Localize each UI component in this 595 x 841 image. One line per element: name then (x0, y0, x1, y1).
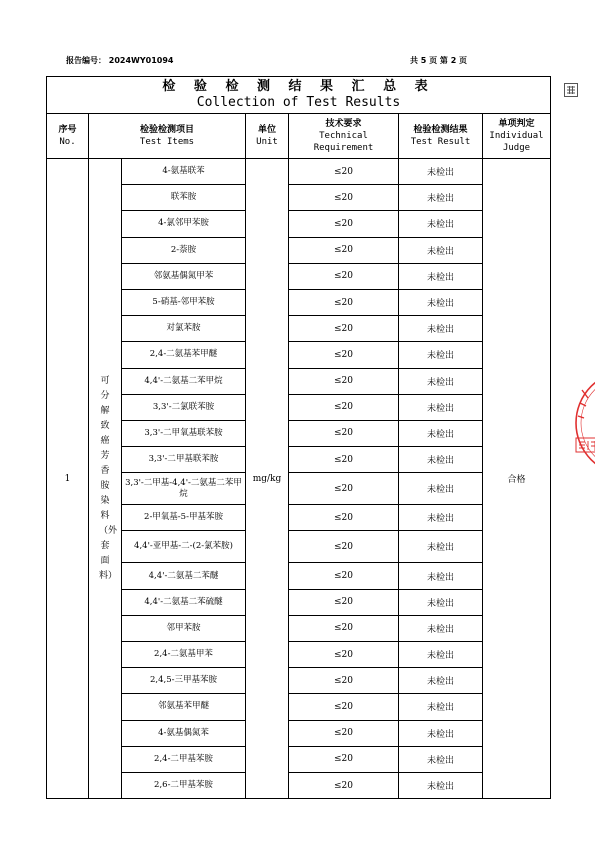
requirement-value: ≤20 (289, 531, 399, 563)
table-row (47, 237, 551, 263)
requirement-value: ≤20 (289, 159, 399, 185)
col-header-judge (483, 114, 551, 159)
table-title (47, 77, 551, 114)
col-unit-en: Unit (256, 137, 278, 147)
table-row (47, 746, 551, 772)
result-value: 未检出 (399, 289, 483, 315)
col-req-en: Technical Requirement (313, 131, 374, 153)
result-value: 未检出 (399, 720, 483, 746)
result-value: 未检出 (399, 159, 483, 185)
result-value: 未检出 (399, 211, 483, 237)
test-item: 3,3'-二甲氧基联苯胺 (122, 420, 246, 446)
col-judge-en: Individual Judge (489, 131, 544, 153)
requirement-value: ≤20 (289, 746, 399, 772)
table-row (47, 316, 551, 342)
inspection-seal (570, 368, 595, 478)
table-row (47, 394, 551, 420)
judge-cell: 合格 (483, 159, 551, 799)
table-row (47, 289, 551, 315)
requirement-value: ≤20 (289, 394, 399, 420)
test-item: 邻氨基苯甲醚 (122, 694, 246, 720)
requirement-value: ≤20 (289, 237, 399, 263)
test-item: 4,4'-二氨基二苯醚 (122, 563, 246, 589)
requirement-value: ≤20 (289, 668, 399, 694)
table-row (47, 720, 551, 746)
result-value: 未检出 (399, 342, 483, 368)
page-info: 共 5 页 第 2 页 (410, 56, 468, 65)
result-value: 未检出 (399, 746, 483, 772)
col-unit-zh: 单位 (257, 125, 276, 135)
requirement-value: ≤20 (289, 368, 399, 394)
col-judge-zh: 单项判定 (498, 119, 535, 129)
table-row (47, 447, 551, 473)
col-result-zh: 检验检测结果 (413, 125, 468, 135)
requirement-value: ≤20 (289, 211, 399, 237)
requirement-value: ≤20 (289, 342, 399, 368)
result-value: 未检出 (399, 505, 483, 531)
table-row (47, 563, 551, 589)
test-item: 3,3'-二甲基-4,4'-二氨基二苯甲烷 (122, 473, 246, 505)
table-row (47, 159, 551, 185)
requirement-value: ≤20 (289, 185, 399, 211)
test-item: 联苯胺 (122, 185, 246, 211)
result-value: 未检出 (399, 473, 483, 505)
result-value: 未检出 (399, 589, 483, 615)
test-item: 2,6-二甲基苯胺 (122, 772, 246, 798)
table-row (47, 589, 551, 615)
col-header-unit (246, 114, 289, 159)
result-value: 未检出 (399, 694, 483, 720)
col-no-en: No. (59, 137, 76, 147)
requirement-value: ≤20 (289, 289, 399, 315)
requirement-value: ≤20 (289, 420, 399, 446)
result-value: 未检出 (399, 447, 483, 473)
requirement-value: ≤20 (289, 473, 399, 505)
result-value: 未检出 (399, 531, 483, 563)
document-grid-icon[interactable] (563, 82, 579, 98)
table-row (47, 420, 551, 446)
table-row (47, 211, 551, 237)
requirement-value: ≤20 (289, 772, 399, 798)
result-value: 未检出 (399, 263, 483, 289)
table-title-zh: 检 验 检 测 结 果 汇 总 表 (162, 79, 435, 94)
table-row (47, 531, 551, 563)
table-title-en: Collection of Test Results (196, 95, 401, 110)
requirement-value: ≤20 (289, 316, 399, 342)
result-value: 未检出 (399, 772, 483, 798)
category-label: 可分解致癌芳香胺染料（外套面料） (99, 375, 118, 581)
test-item: 2,4-二氨基甲苯 (122, 642, 246, 668)
test-item: 2,4-二氨基苯甲醚 (122, 342, 246, 368)
col-header-result (399, 114, 483, 159)
col-items-zh: 检验检测项目 (139, 125, 194, 135)
col-header-requirement (289, 114, 399, 159)
requirement-value: ≤20 (289, 720, 399, 746)
result-value: 未检出 (399, 394, 483, 420)
result-value: 未检出 (399, 185, 483, 211)
test-item: 4-氯邻甲苯胺 (122, 211, 246, 237)
table-row (47, 694, 551, 720)
test-item: 3,3'-二氯联苯胺 (122, 394, 246, 420)
test-item: 2-萘胺 (122, 237, 246, 263)
table-row (47, 668, 551, 694)
table-row (47, 772, 551, 798)
table-row (47, 505, 551, 531)
requirement-value: ≤20 (289, 642, 399, 668)
test-item: 邻氨基偶氮甲苯 (122, 263, 246, 289)
table-row (47, 185, 551, 211)
col-header-items (89, 114, 246, 159)
col-result-en: Test Result (410, 137, 471, 147)
requirement-value: ≤20 (289, 263, 399, 289)
unit-cell: mg/kg (246, 159, 289, 799)
table-row (47, 342, 551, 368)
requirement-value: ≤20 (289, 589, 399, 615)
result-value: 未检出 (399, 563, 483, 589)
test-item: 4,4'-亚甲基-二-(2-氯苯胺) (122, 531, 246, 563)
test-item: 4,4'-二氨基二苯硫醚 (122, 589, 246, 615)
test-item: 邻甲苯胺 (122, 615, 246, 641)
test-item: 对氯苯胺 (122, 316, 246, 342)
table-row (47, 473, 551, 505)
result-value: 未检出 (399, 615, 483, 641)
result-value: 未检出 (399, 368, 483, 394)
results-table (46, 76, 551, 799)
test-item: 2,4,5-三甲基苯胺 (122, 668, 246, 694)
result-value: 未检出 (399, 237, 483, 263)
table-row (47, 368, 551, 394)
table-row (47, 642, 551, 668)
result-value: 未检出 (399, 668, 483, 694)
requirement-value: ≤20 (289, 563, 399, 589)
test-item: 3,3'-二甲基联苯胺 (122, 447, 246, 473)
test-item: 5-硝基-邻甲苯胺 (122, 289, 246, 315)
test-item: 4,4'-二氨基二苯甲烷 (122, 368, 246, 394)
report-number: 报告编号： 2024WY01094 (66, 56, 174, 65)
col-no-zh: 序号 (58, 125, 77, 135)
table-row (47, 615, 551, 641)
test-item: 2-甲氧基-5-甲基苯胺 (122, 505, 246, 531)
result-value: 未检出 (399, 316, 483, 342)
requirement-value: ≤20 (289, 505, 399, 531)
row-number: 1 (47, 159, 89, 799)
requirement-value: ≤20 (289, 615, 399, 641)
col-header-no (47, 114, 89, 159)
col-req-zh: 技术要求 (325, 119, 362, 129)
requirement-value: ≤20 (289, 694, 399, 720)
test-item: 2,4-二甲基苯胺 (122, 746, 246, 772)
result-value: 未检出 (399, 420, 483, 446)
col-items-en: Test Items (139, 137, 195, 147)
test-item: 4-氨基联苯 (122, 159, 246, 185)
category-cell (89, 159, 122, 799)
test-item: 4-氨基偶氮苯 (122, 720, 246, 746)
result-value: 未检出 (399, 642, 483, 668)
requirement-value: ≤20 (289, 447, 399, 473)
table-row (47, 263, 551, 289)
